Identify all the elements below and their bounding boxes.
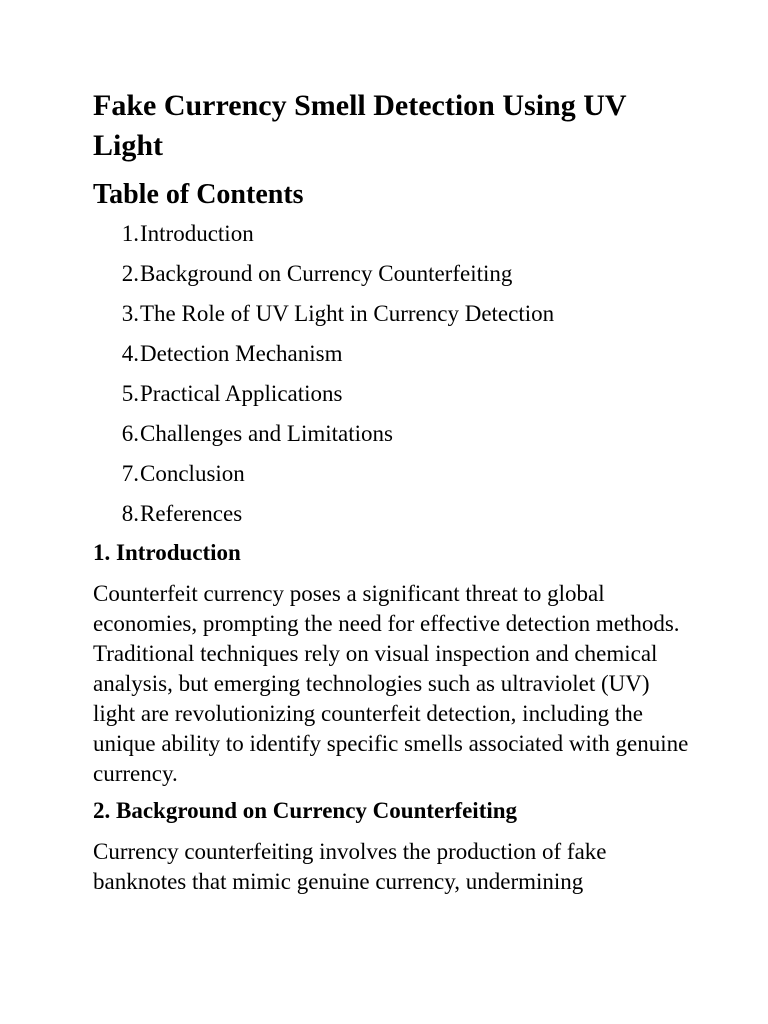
section-heading-introduction: 1. Introduction [93,540,241,565]
toc-item-challenges [93,420,693,448]
document-title: Fake Currency Smell Detection Using UV Light [93,89,626,162]
toc-list [93,220,693,528]
section-body-introduction: Counterfeit currency poses a significant threat to global economies, prompting the need for effective detection methods. Traditional techniques rely on visual inspection and chemical analysis, but emerging technologies such as ultraviolet (UV) light are revolutionizing counterfeit detection, including the unique ability to identify specific smells associated with genuine currency. [93,581,689,786]
toc-item-number: 1. [121,221,139,246]
toc-item-number: 4. [121,341,139,366]
toc-item-label: References [140,501,243,526]
toc-item-conclusion [93,460,693,488]
toc-item-number: 8. [121,501,139,526]
toc-item-number: 7. [121,461,139,486]
toc-item-label: Introduction [140,221,254,246]
section-body-background: Currency counterfeiting involves the production of fake banknotes that mimic genuine currency, undermining [93,839,607,894]
toc-item-background [93,260,693,288]
toc-item-number: 5. [121,381,139,406]
toc-item-label: Practical Applications [140,381,343,406]
toc-item-introduction [93,220,693,248]
toc-item-label: Background on Currency Counterfeiting [140,261,513,286]
toc-item-number: 2. [121,261,139,286]
toc-item-label: The Role of UV Light in Currency Detection [140,301,555,326]
section-heading-background: 2. Background on Currency Counterfeiting [93,798,518,823]
toc-item-number: 3. [121,301,139,326]
toc-item-number: 6. [121,421,139,446]
toc-item-label: Conclusion [140,461,245,486]
toc-item-detection-mechanism [93,340,693,368]
toc-item-role-of-uv [93,300,693,328]
toc-item-label: Challenges and Limitations [140,421,393,446]
toc-heading: Table of Contents [93,179,304,210]
toc-item-references [93,500,693,528]
toc-item-practical-applications [93,380,693,408]
document-page [93,86,693,897]
toc-item-label: Detection Mechanism [140,341,343,366]
